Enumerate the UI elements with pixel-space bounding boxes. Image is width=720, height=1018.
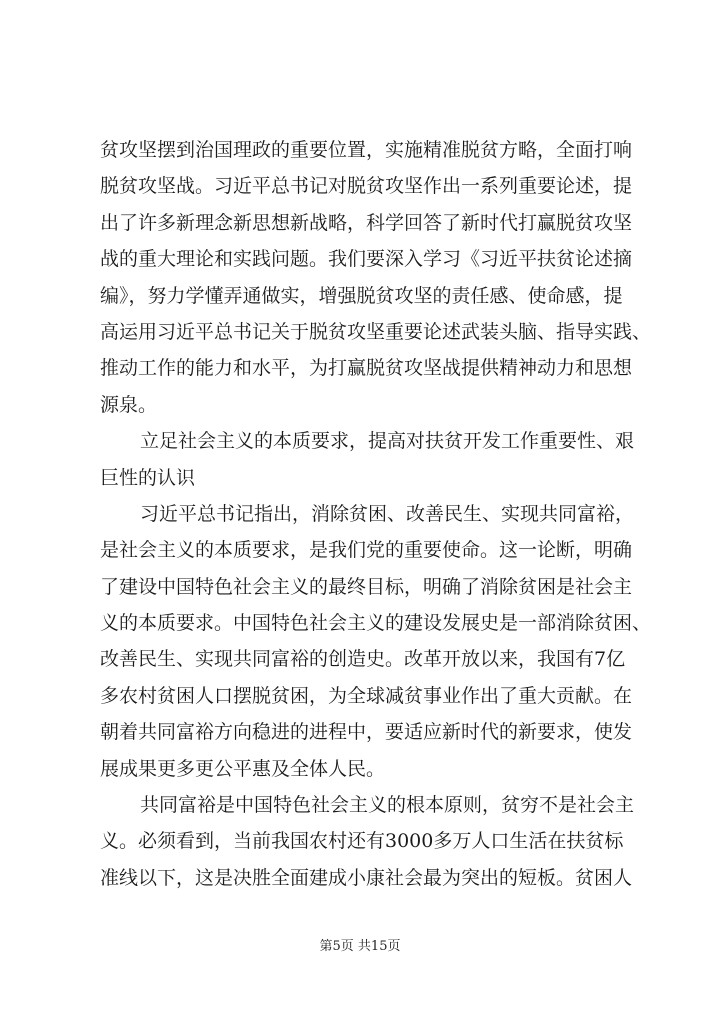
text-line: 义的本质要求。中国特色社会主义的建设发展史是一部消除贫困、 bbox=[100, 612, 652, 635]
paragraph bbox=[100, 496, 652, 787]
text-line: 准线以下，这是决胜全面建成小康社会最为突出的短板。贫困人 bbox=[100, 866, 633, 889]
text-line: 出了许多新理念新思想新战略，科学回答了新时代打赢脱贫攻坚 bbox=[100, 211, 633, 234]
text-line: 巨性的认识 bbox=[100, 466, 196, 489]
text-line: 共同富裕是中国特色社会主义的根本原则，贫穷不是社会主 bbox=[140, 794, 635, 817]
page-number: 第5页 共15页 bbox=[319, 939, 401, 954]
text-line: 了建设中国特色社会主义的最终目标，明确了消除贫困是社会主 bbox=[100, 575, 633, 598]
text-line: 展成果更多更公平惠及全体人民。 bbox=[100, 757, 386, 780]
text-line: 贫攻坚摆到治国理政的重要位置，实施精准脱贫方略，全面打响 bbox=[100, 139, 633, 161]
paragraph bbox=[100, 787, 635, 896]
document-body bbox=[100, 132, 652, 896]
text-line: 朝着共同富裕方向稳进的进程中，要适应新时代的新要求，使发 bbox=[100, 721, 633, 744]
text-line: 推动工作的能力和水平，为打赢脱贫攻坚战提供精神动力和思想 bbox=[100, 357, 633, 380]
paragraph bbox=[100, 423, 635, 496]
text-line: 战的重大理论和实践问题。我们要深入学习《习近平扶贫论述摘 bbox=[100, 248, 633, 271]
text-line: 义。必须看到，当前我国农村还有3000多万人口生活在扶贫标 bbox=[100, 830, 624, 853]
paragraph bbox=[100, 132, 652, 423]
text-line: 高运用习近平总书记关于脱贫攻坚重要论述武装头脑、指导实践、 bbox=[100, 320, 652, 343]
text-line: 源泉。 bbox=[100, 393, 158, 416]
text-line: 脱贫攻坚战。习近平总书记对脱贫攻坚作出一系列重要论述，提 bbox=[100, 175, 633, 198]
text-line: 立足社会主义的本质要求，提高对扶贫开发工作重要性、艰 bbox=[140, 430, 635, 453]
text-line: 编》，努力学懂弄通做实，增强脱贫攻坚的责任感、使命感，提 bbox=[100, 284, 623, 307]
text-line: 改善民生、实现共同富裕的创造史。改革开放以来，我国有7亿 bbox=[100, 648, 626, 671]
text-line: 习近平总书记指出，消除贫困、改善民生、实现共同富裕， bbox=[140, 502, 635, 525]
text-line: 多农村贫困人口摆脱贫困，为全球减贫事业作出了重大贡献。在 bbox=[100, 684, 633, 707]
text-line: 是社会主义的本质要求，是我们党的重要使命。这一论断，明确 bbox=[100, 539, 633, 562]
